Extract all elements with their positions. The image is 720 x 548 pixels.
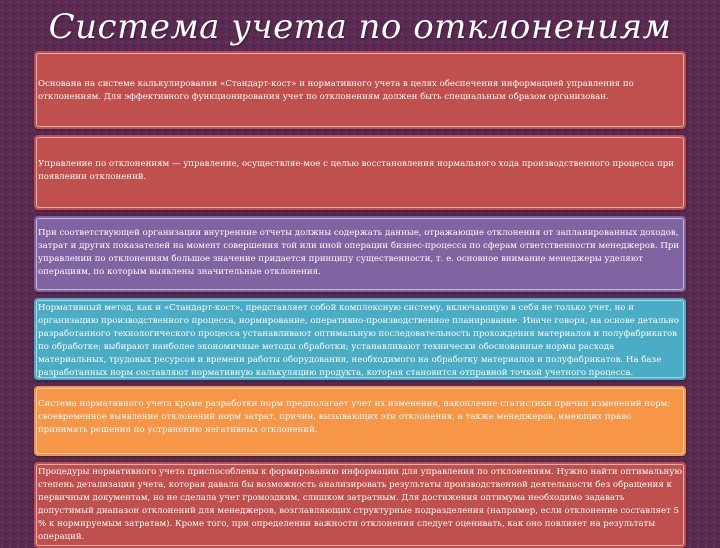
block-text: При соответствующей организации внутренние отчеты должны содержать данные, отражающие отклонения от запланированных доходов, затрат и других показателей на момент совершения той или иной операции бизнес-процесса по сферам ответственности менеджеров. При управлении по отклонениям большое значение придается принципу существенности, т. е. основное внимание менеджеры уделяют операциям, по которым выявлены значительные отклонения. xyxy=(38,228,680,277)
slide-title: Система учета по отклонениям xyxy=(48,7,672,47)
content-blocks xyxy=(34,51,686,548)
text-block-4 xyxy=(34,298,686,380)
block-text: Основана на системе калькулирования «Стандарт-кост» и нормативного учета в целях обеспечения информацией управления по отклонениям. Для эффективного функционирования учет по отклонениям должен быть специальным образом организован. xyxy=(38,79,634,102)
text-block-6 xyxy=(34,462,686,548)
text-block-2 xyxy=(34,135,686,210)
block-text: Управление по отклонениям — управление, осуществляе-мое с целью восстановления нормального хода производственного процесса при появлении отклонений. xyxy=(38,159,674,182)
block-text: Система нормативного учета кроме разработки норм предполагает учет их изменения, накопление статистики причин изменений норм; своевременное выявление отклонений норм затрат, причин, вызывающих эти отклонения, а также менеджеров, имеющих право принимать решения по устранению негативных отклонений. xyxy=(38,399,671,435)
text-block-5 xyxy=(34,386,686,456)
text-block-1 xyxy=(34,51,686,129)
block-text: Нормативный метод, как и «Стандарт-кост», представляет собой комплексную систему, включающую в себя не только учет, но и организацию производственного процесса, нормирование, оперативно-производственное планирование. Иначе говоря, на основе детально разработанного технологического процесса устанавливают оптимальную последовательность прохождения материалов и полуфабрикатов по обработке; выбирают наиболее экономичные методы обработки; устанавливают технически обоснованные нормы расхода материальных, трудовых ресурсов и времени работы оборудования, необходимого на обработку материалов и полуфабрикатов. На базе разработанных норм составляют нормативную калькуляцию продукта, которая становится отправной точкой учетного процесса. xyxy=(38,303,679,378)
block-text: Процедуры нормативного учета приспособлены к формированию информации для управления по отклонениям. Нужно найти оптимальную степень детализации учета, которая давала бы возможность анализировать результаты производственной деятельности без обращения к первичным документам, но не сделала учет громоздким, слишком затратным. Для достижения оптимума необходимо задавать допустимый диапазон отклонений для менеджеров, возглавляющих структурные подразделения (например, если отклонение составляет 5 % к нормируемым затратам). Кроме того, при определении важности отклонения следует оценивать, как оно повлияет на результаты операций. xyxy=(38,467,682,542)
text-block-3 xyxy=(34,216,686,292)
